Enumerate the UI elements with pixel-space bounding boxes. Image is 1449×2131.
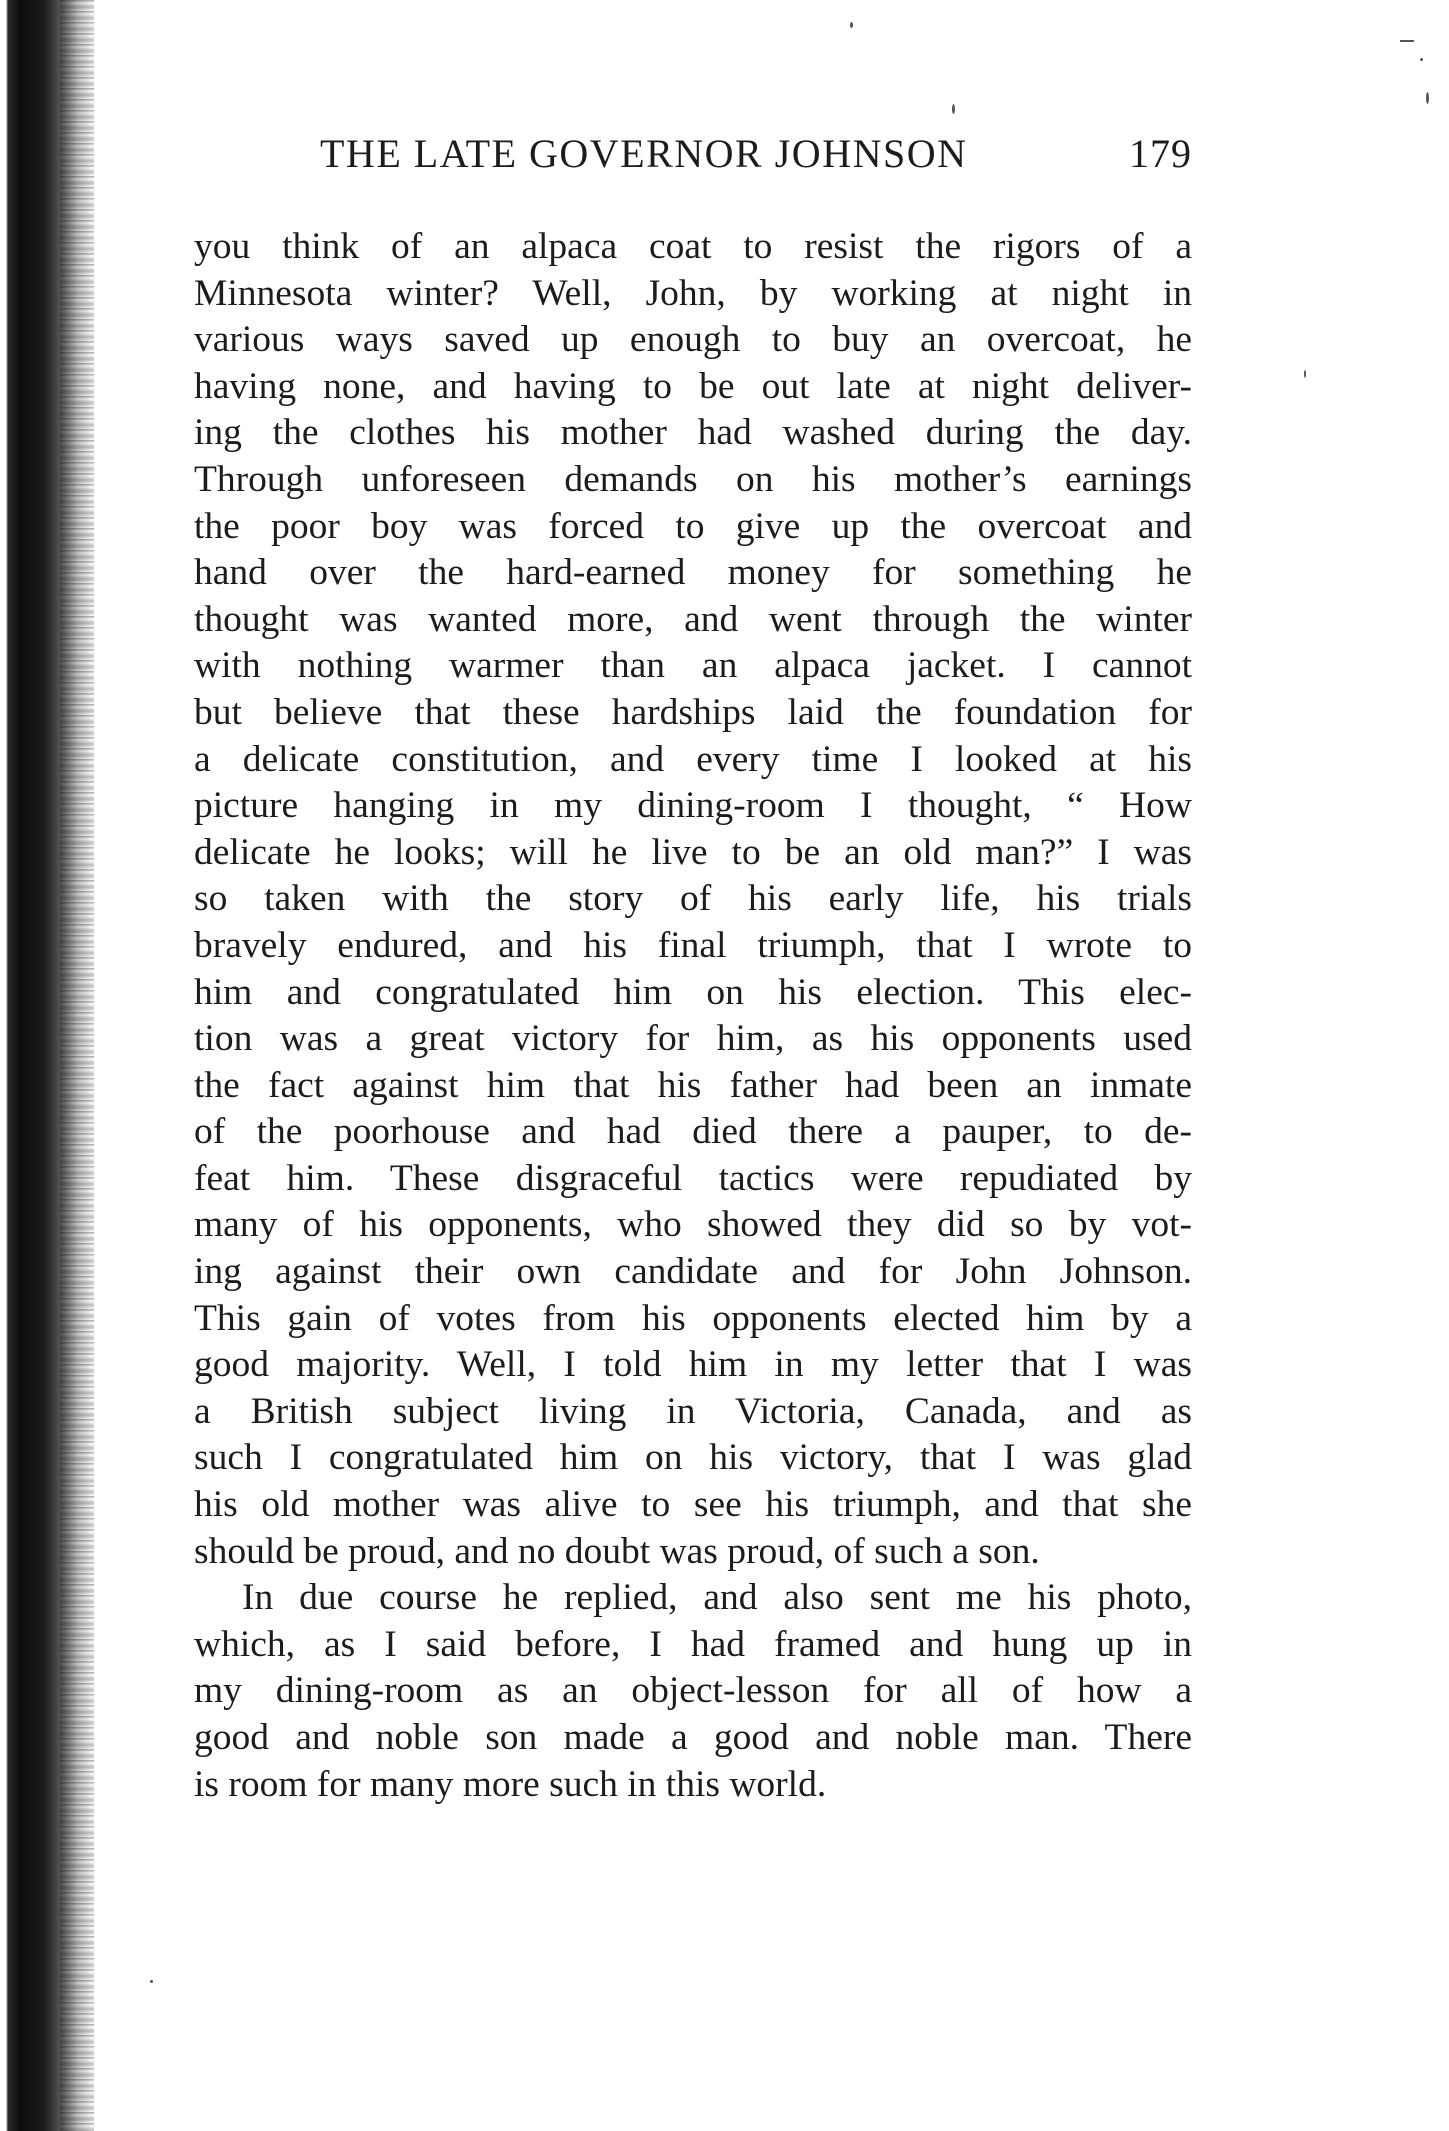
text-line: a delicate constitution, and every time I looked at his	[194, 738, 1192, 780]
text-line: This gain of votes from his opponents elected him by a	[194, 1297, 1192, 1339]
text-line: Through unforeseen demands on his mother’s earnings	[194, 458, 1192, 500]
text-line: feat him. These disgraceful tactics were repudiated by	[194, 1157, 1192, 1199]
text-line: his old mother was alive to see his triumph, and that she	[194, 1484, 1192, 1526]
text-line: a British subject living in Victoria, Canada, and as	[194, 1390, 1192, 1432]
page-number: 179	[1129, 131, 1192, 176]
text-line: various ways saved up enough to buy an overcoat, he	[194, 319, 1192, 361]
text-line: should be proud, and no doubt was proud, of such a son.	[194, 1530, 1040, 1572]
text-line: having none, and having to be out late at night deliver-	[194, 365, 1192, 407]
text-line: thought was wanted more, and went through the winter	[194, 598, 1192, 640]
text-line: of the poorhouse and had died there a pauper, to de-	[194, 1111, 1192, 1153]
text-line: ing against their own candidate and for John Johnson.	[194, 1251, 1192, 1293]
text-line: such I congratulated him on his victory, that I was glad	[194, 1437, 1192, 1479]
text-line: you think of an alpaca coat to resist the rigors of a	[194, 226, 1192, 267]
paragraph	[194, 224, 1192, 1575]
scan-speck	[1304, 370, 1306, 378]
scan-speck	[150, 1980, 153, 1983]
body-text	[194, 224, 1192, 1808]
text-line: many of his opponents, who showed they did so by vot-	[194, 1204, 1192, 1246]
text-line: but believe that these hardships laid the foundation for	[194, 691, 1192, 733]
text-line: so taken with the story of his early life, his trials	[194, 878, 1192, 920]
text-line: with nothing warmer than an alpaca jacket. I cannot	[194, 645, 1192, 687]
text-line: the fact against him that his father had been an inmate	[194, 1064, 1192, 1106]
text-line: is room for many more such in this world.	[194, 1763, 827, 1805]
scan-speck	[952, 104, 955, 114]
text-line: ing the clothes his mother had washed during the day.	[194, 412, 1192, 454]
text-line: tion was a great victory for him, as his opponents used	[194, 1018, 1192, 1060]
scan-speck	[1400, 40, 1414, 42]
text-line: the poor boy was forced to give up the overcoat and	[194, 505, 1192, 547]
scan-speck	[850, 22, 853, 28]
text-line: him and congratulated him on his election. This elec-	[194, 971, 1192, 1013]
text-line: In due course he replied, and also sent me his photo,	[242, 1577, 1192, 1619]
text-line: hand over the hard-earned money for something he	[194, 552, 1192, 594]
text-line: Minnesota winter? Well, John, by working at night in	[194, 272, 1192, 314]
text-line: bravely endured, and his final triumph, that I wrote to	[194, 924, 1192, 966]
text-line: which, as I said before, I had framed and hung up in	[194, 1623, 1192, 1665]
scan-speck	[1426, 92, 1429, 104]
book-binding-edge	[0, 0, 92, 2131]
running-title: THE LATE GOVERNOR JOHNSON	[320, 131, 968, 176]
scan-speck	[1420, 58, 1423, 61]
paragraph	[194, 1575, 1192, 1808]
text-line: my dining-room as an object-lesson for all of how a	[194, 1670, 1192, 1712]
text-line: good majority. Well, I told him in my letter that I was	[194, 1344, 1192, 1386]
text-line: good and noble son made a good and noble man. There	[194, 1717, 1192, 1758]
text-line: delicate he looks; will he live to be an old man?” I was	[194, 831, 1192, 873]
running-header	[320, 130, 1192, 186]
text-line: picture hanging in my dining-room I thought, “ How	[194, 785, 1192, 827]
